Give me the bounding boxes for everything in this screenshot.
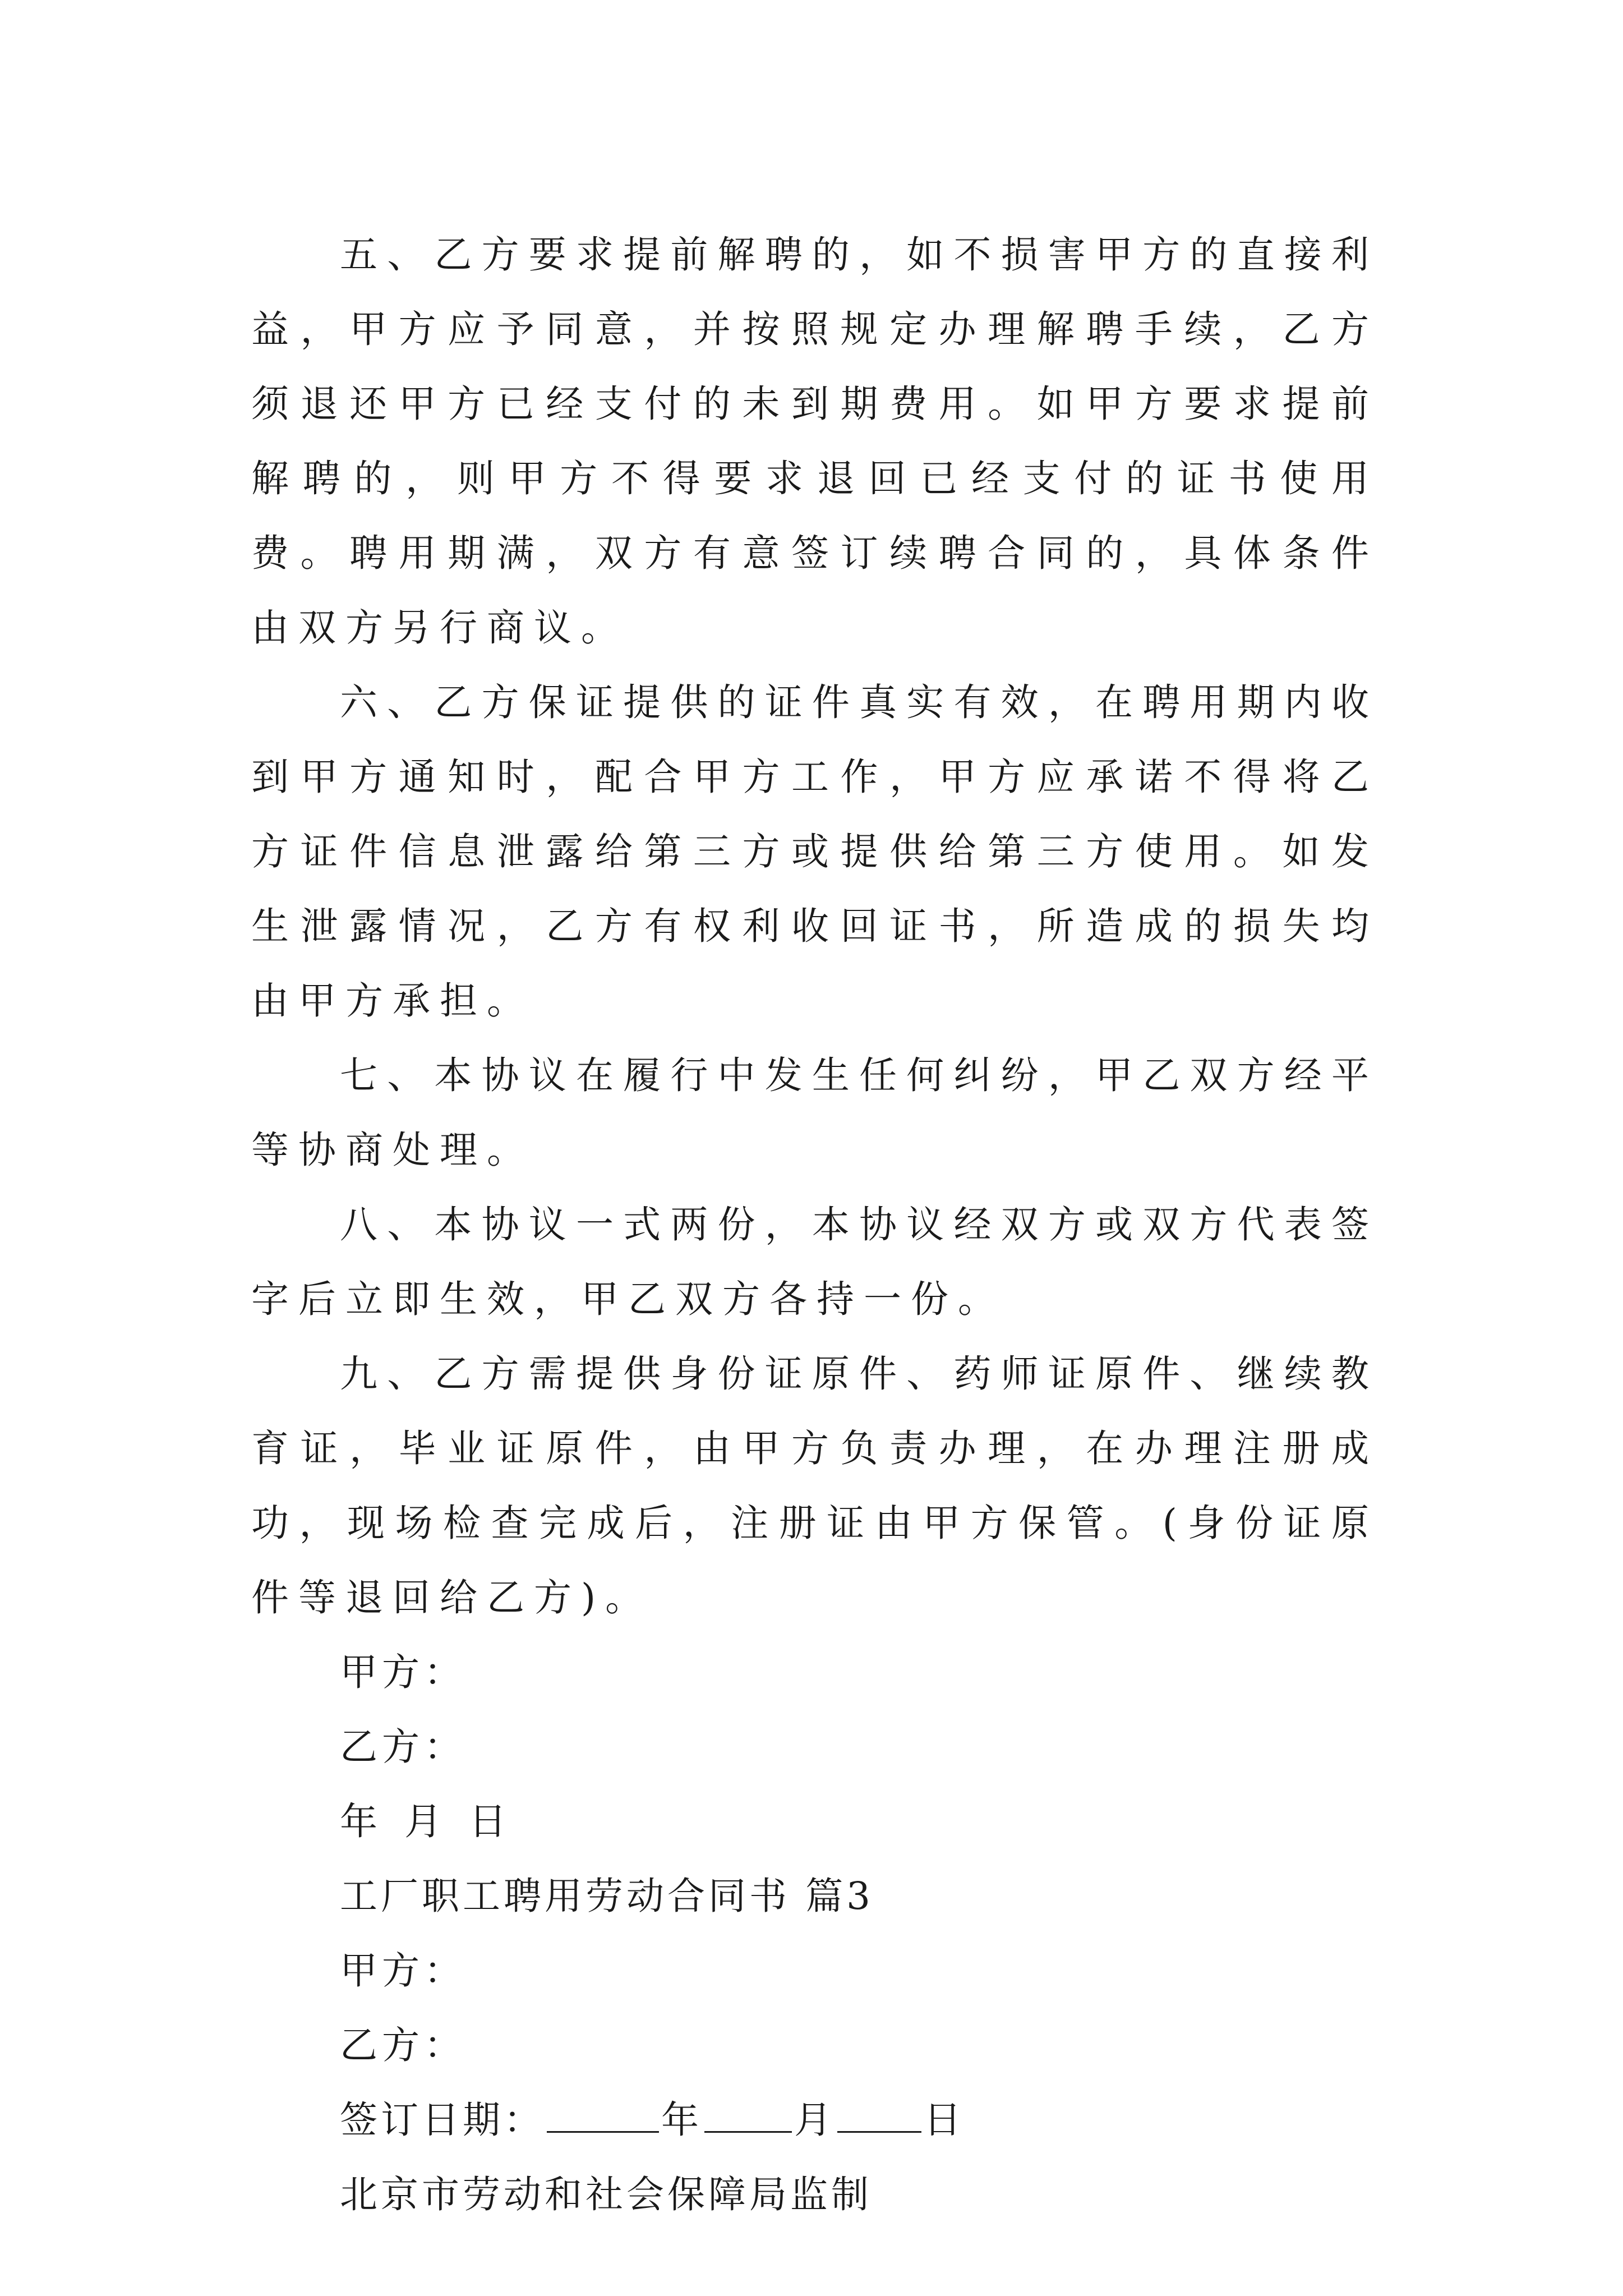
sign-date-label: 签订日期： <box>340 2098 545 2142</box>
document-body <box>251 218 1378 2232</box>
month-blank <box>704 2100 792 2133</box>
clause-8: 八、本协议一式两份，本协议经双方或双方代表签字后立即生效，甲乙双方各持一份。 <box>251 1203 1378 1321</box>
sign-date-year: 年 <box>661 2098 702 2142</box>
sign-date-day: 日 <box>924 2098 965 2142</box>
signature-day: 日 <box>469 1800 511 1843</box>
supervisor-line: 北京市劳动和社会保障局监制 <box>340 2173 872 2216</box>
contract-sign-date <box>251 2083 1378 2157</box>
contract-title: 工厂职工聘用劳动合同书 篇3 <box>340 1874 874 1918</box>
clause-7: 七、本协议在履行中发生任何纠纷，甲乙双方经平等协商处理。 <box>251 1053 1378 1172</box>
day-blank <box>837 2100 921 2133</box>
clause-5: 五、乙方要求提前解聘的，如不损害甲方的直接利益，甲方应予同意，并按照规定办理解聘手续，乙方须退还甲方已经支付的未到期费用。如甲方要求提前解聘的，则甲方不得要求退回已经支付的证书使用费。聘用期满，双方有意签订续聘合同的，具体条件由双方另行商议。 <box>251 233 1378 650</box>
clause-6: 六、乙方保证提供的证件真实有效，在聘用期内收到甲方通知时，配合甲方工作，甲方应承诺不得将乙方证件信息泄露给第三方或提供给第三方使用。如发生泄露情况，乙方有权利收回证书，所造成的损失均由甲方承担。 <box>251 680 1378 1023</box>
clause-9: 九、乙方需提供身份证原件、药师证原件、继续教育证，毕业证原件，由甲方负责办理，在办理注册成功，现场检查完成后，注册证由甲方保管。(身份证原件等退回给乙方)。 <box>251 1352 1378 1619</box>
year-blank <box>547 2100 659 2133</box>
signature-party-b: 乙方： <box>340 1725 466 1769</box>
signature-month: 月 <box>404 1800 446 1843</box>
signature-year: 年 <box>340 1800 382 1843</box>
signature-party-a: 甲方： <box>340 1650 466 1694</box>
signature-date <box>251 1784 1378 1859</box>
contract-party-a: 甲方： <box>340 1949 466 1993</box>
sign-date-month: 月 <box>794 2098 835 2142</box>
contract-party-b: 乙方： <box>340 2023 466 2067</box>
